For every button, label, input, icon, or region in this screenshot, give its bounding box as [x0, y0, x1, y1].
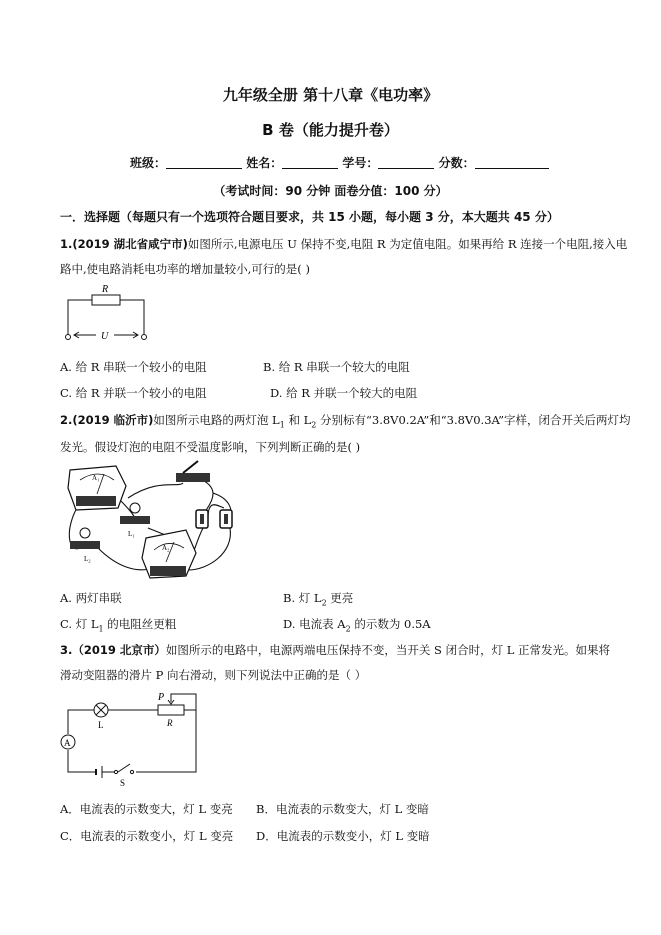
page-subtitle: B 卷（能力提升卷）	[262, 121, 399, 139]
id-blank[interactable]	[378, 156, 434, 169]
q2-ammeter-a2	[142, 530, 196, 578]
q3-fig-label-s: S	[120, 778, 126, 788]
q3-fig-label-l: L	[98, 720, 104, 730]
q1-source: 1.(2019 湖北省咸宁市)	[60, 237, 188, 251]
q2-circuit-figure	[58, 458, 248, 583]
q2-option-c[interactable]: C. 灯 $L_1$ 的电阻丝更粗	[60, 617, 177, 634]
q2-text-1b: 和 L	[284, 413, 312, 427]
q3-option-a[interactable]: A．电流表的示数变大，灯 L 变亮	[60, 802, 233, 816]
q3-switch-pivot	[114, 770, 117, 773]
q2-lamp-l2	[70, 528, 100, 563]
q2-text-1a: 如图所示电路的两灯泡 L	[153, 413, 280, 427]
q1-line1	[60, 237, 627, 251]
q3-wire-right	[136, 710, 196, 772]
q1-option-b[interactable]: B. 给 R 串联一个较大的电阻	[263, 360, 410, 374]
q2-text-1c: 分别标有“3.8V0.2A”和“3.8V0.3A”字样，闭合开关后两灯均	[316, 413, 631, 427]
q3-text-1: 如图所示的电路中，电源两端电压保持不变，当开关 S 闭合时，灯 L 正常发光。如果将	[165, 643, 611, 657]
q2-fig-label-l2: L₂	[84, 555, 91, 563]
q2-line1: 2.(2019 临沂市)如图所示电路的两灯泡 $L_1$ 和 $L_2$ 分别标有“3.8V0.2A”和“3.8V0.3A”字样，闭合开关后两灯均	[60, 413, 631, 430]
q3-fig-label-p: P	[158, 692, 165, 703]
q3-rheostat	[158, 705, 184, 715]
q2-battery	[196, 510, 232, 528]
q2-wire-2	[128, 483, 183, 498]
q3-source: 3.（2019 北京市）	[60, 643, 166, 657]
score-label: 分数：	[438, 156, 475, 170]
q3-line2: 滑动变阻器的滑片 P 向右滑动，则下列说法中正确的是（ ）	[60, 668, 367, 682]
q1-wire-left	[68, 300, 92, 334]
q3-wire-top-left	[68, 710, 94, 734]
q1-fig-label-u: U	[101, 331, 109, 342]
id-label: 学号：	[342, 156, 379, 170]
q1-fig-label-r: R	[102, 284, 109, 295]
q2-switch	[176, 461, 210, 482]
q1-terminal-left	[66, 335, 71, 340]
q2-line2: 发光。假设灯泡的电阻不受温度影响，下列判断正确的是( )	[60, 440, 361, 454]
q3-line1	[60, 643, 610, 657]
q1-wire-right	[120, 300, 144, 334]
exam-info: （考试时间：90 分钟 面卷分值：100 分）	[213, 184, 448, 198]
q3-fig-label-a: A	[64, 738, 71, 748]
q2-option-b-text-b: 更亮	[326, 591, 354, 605]
q3-option-c[interactable]: C．电流表的示数变小，灯 L 变亮	[60, 829, 234, 843]
q2-source: 2.(2019 临沂市)	[60, 413, 154, 427]
q2-fig-label-a2: A₂	[162, 544, 170, 552]
page-title: 九年级全册 第十八章《电功率》	[222, 86, 439, 104]
q3-switch-contact	[130, 770, 133, 773]
q3-switch-blade	[118, 764, 130, 772]
q2-option-b[interactable]: B. 灯 $L_2$ 更亮	[283, 591, 354, 608]
q2-option-d-text-a: D. 电流表 A	[283, 617, 346, 631]
q1-option-c[interactable]: C. 给 R 并联一个较小的电阻	[60, 386, 207, 400]
class-blank[interactable]	[166, 156, 242, 169]
q1-terminal-right	[142, 335, 147, 340]
q2-option-c-text-a: C. 灯 L	[60, 617, 99, 631]
q2-option-a[interactable]: A. 两灯串联	[60, 591, 122, 605]
score-blank[interactable]	[475, 156, 549, 169]
q2-ammeter-a1	[68, 466, 126, 510]
q1-option-d[interactable]: D. 给 R 并联一个较大的电阻	[270, 386, 418, 400]
q1-resistor	[92, 295, 120, 305]
q3-circuit-figure	[58, 688, 208, 790]
q1-text-1: 如图所示,电源电压 U 保持不变,电阻 R 为定值电阻。如果再给 R 连接一个电阻,接入电	[187, 237, 628, 251]
q2-option-d-text-b: 的示数为 0.5A	[350, 617, 431, 631]
q1-circuit-figure	[60, 282, 160, 344]
name-label: 姓名：	[246, 156, 283, 170]
q1-option-a[interactable]: A. 给 R 串联一个较小的电阻	[60, 360, 207, 374]
name-blank[interactable]	[282, 156, 338, 169]
q2-fig-label-l1: L₁	[128, 530, 135, 538]
class-label: 班级：	[130, 156, 167, 170]
student-info-line	[130, 154, 549, 171]
q2-fig-label-a1: A₁	[92, 474, 100, 482]
section-title: 一．选择题（每题只有一个选项符合题目要求，共 15 小题，每小题 3 分，本大题共 45 分）	[60, 210, 559, 224]
q3-fig-label-r: R	[167, 718, 173, 728]
q2-option-b-text-a: B. 灯 L	[283, 591, 322, 605]
q2-option-d[interactable]: D. 电流表 $A_2$ 的示数为 0.5A	[283, 617, 431, 634]
q2-lamp-l1	[120, 503, 150, 538]
q3-option-b[interactable]: B．电流表的示数变大，灯 L 变暗	[256, 802, 429, 816]
q3-wire-bottom-left	[68, 750, 96, 772]
q3-option-d[interactable]: D．电流表的示数变小，灯 L 变暗	[256, 829, 430, 843]
q2-option-c-text-b: 的电阻丝更粗	[103, 617, 177, 631]
q1-line2: 路中,使电路消耗电功率的增加量较小,可行的是( )	[60, 262, 310, 276]
